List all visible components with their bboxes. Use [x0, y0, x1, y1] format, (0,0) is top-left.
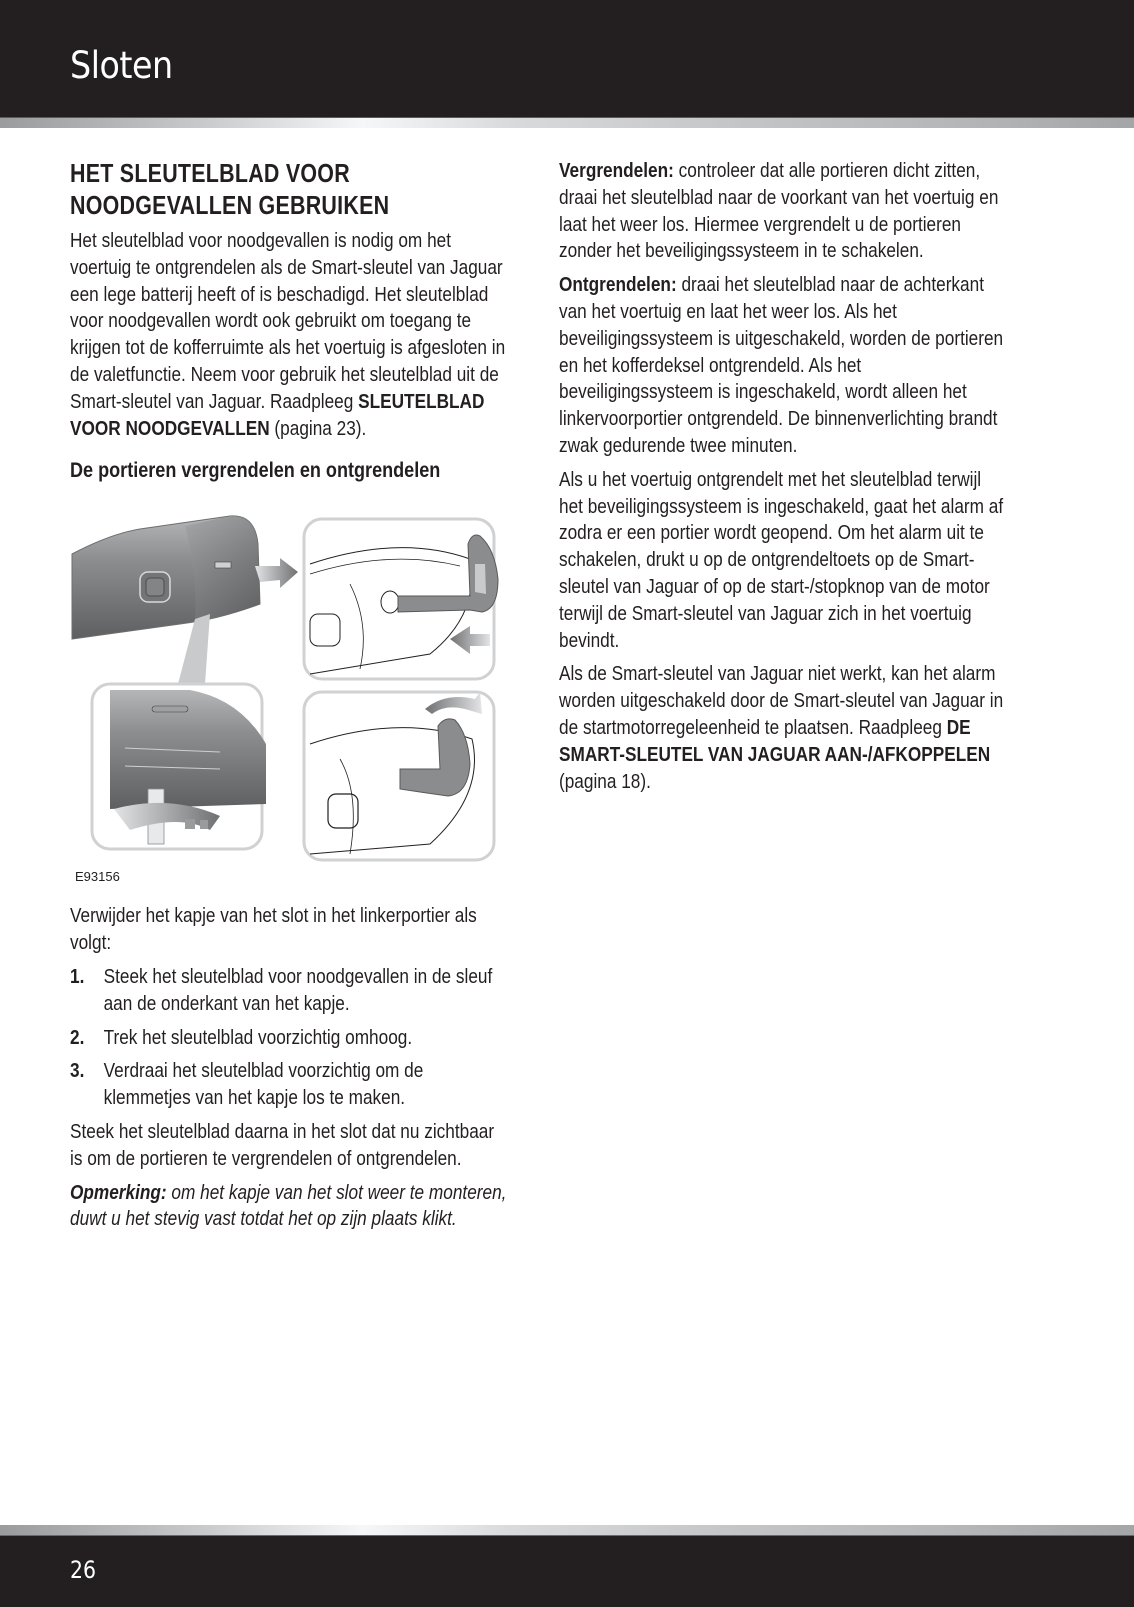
right-column	[559, 158, 1009, 802]
fallback-paragraph	[559, 661, 1009, 795]
lock-text: controleer dat alle portieren dicht zitten, draai het sleutelblad naar de voorkant van het voertuig en laat het weer los. Hiermee vergrendelt u de portieren zonder het beveiligingssysteem in te schakelen.	[559, 159, 999, 263]
note-text: om het kapje van het slot weer te monteren, duwt u het stevig vast totdat het op zijn plaats klikt.	[70, 1180, 507, 1231]
lock-label: Vergrendelen:	[559, 159, 674, 182]
note-label: Opmerking:	[70, 1180, 167, 1204]
figure-id: E93156	[75, 869, 120, 885]
cross-reference-link[interactable]: SLEUTELBLAD VOOR NOODGEVALLEN	[70, 389, 485, 440]
page-footer	[0, 1536, 1134, 1607]
after-steps-paragraph: Steek het sleutelblad daarna in het slot dat nu zichtbaar is om de portieren te vergrendelen of ontgrendelen.	[70, 1119, 495, 1170]
section-title	[70, 158, 510, 222]
step-item	[70, 964, 510, 1018]
steps-intro: Verwijder het kapje van het slot in het linkerportier als volgt:	[70, 904, 477, 955]
step-text: Verdraai het sleutelblad voorzichtig om de klemmetjes van het kapje los te maken.	[103, 1059, 424, 1110]
lock-paragraph	[559, 158, 1009, 265]
step-text: Trek het sleutelblad voorzichtig omhoog.	[103, 1025, 413, 1049]
intro-text: Het sleutelblad voor noodgevallen is nodig om het voertuig te ontgrendelen als de Smart-sleutel van Jaguar een lege batterij heeft of is beschadigd. Het sleutelblad voor noodgevallen wordt ook gebruikt om toegang te krijgen tot de kofferruimte als het voertuig is afgesloten in de valetfunctie. Neem voor gebruik het sleutelblad uit de Smart-sleutel van Jaguar. Raadpleeg	[70, 229, 506, 413]
note-paragraph	[70, 1180, 510, 1234]
step-item	[70, 1058, 510, 1112]
step-number: 3.	[70, 1059, 85, 1083]
fallback-page-ref: (pagina 18).	[559, 769, 651, 793]
footer-chrome-divider	[0, 1525, 1134, 1536]
fallback-text: Als de Smart-sleutel van Jaguar niet werkt, kan het alarm worden uitgeschakeld door de Smart-sleutel van Jaguar in de startmotorregeleenheid te plaatsen. Raadpleeg	[559, 662, 1004, 739]
step-item	[70, 1025, 510, 1052]
subsection-title: De portieren vergrendelen en ontgrendelen	[70, 458, 441, 483]
unlock-text: draai het sleutelblad naar de achterkant van het voertuig en laat het weer los. Als het beveiligingssysteem is uitgeschakeld, worden de portieren en het kofferdeksel ontgrendeld. Als het beveiligingssysteem is ingeschakeld, wordt alleen het linkervoorportier ontgrendeld. De binnenverlichting brandt zwak gedurende twee minuten.	[559, 273, 1004, 457]
section-title-line2: NOODGEVALLEN GEBRUIKEN	[70, 192, 390, 220]
page-header	[0, 0, 1134, 117]
intro-paragraph	[70, 228, 510, 442]
unlock-paragraph	[559, 272, 1009, 460]
header-chrome-divider	[0, 117, 1134, 128]
left-column	[70, 158, 510, 1240]
step-number: 1.	[70, 964, 85, 988]
page-number: 26	[70, 1556, 96, 1584]
chapter-title: Sloten	[70, 44, 173, 87]
cross-reference-link[interactable]: DE SMART-SLEUTEL VAN JAGUAR AAN-/AFKOPPELEN	[559, 715, 991, 766]
step-number: 2.	[70, 1025, 85, 1049]
illustration-figure	[70, 504, 510, 889]
section-title-line1: HET SLEUTELBLAD VOOR	[70, 160, 350, 188]
alarm-paragraph: Als u het voertuig ontgrendelt met het sleutelblad terwijl het beveiligingssysteem is ingeschakeld, gaat het alarm af zodra er een portier wordt geopend. Om het alarm uit te schakelen, drukt u op de ontgrendeltoets op de Smart-sleutel van Jaguar of op de start-/stopknop van de motor terwijl de Smart-sleutel van Jaguar zich in het voertuig bevindt.	[559, 467, 1004, 652]
unlock-label: Ontgrendelen:	[559, 273, 677, 297]
key-blade-illustration	[70, 504, 510, 889]
intro-page-ref: (pagina 23).	[269, 416, 367, 440]
step-text: Steek het sleutelblad voor noodgevallen in de sleuf aan de onderkant van het kapje.	[103, 964, 493, 1015]
